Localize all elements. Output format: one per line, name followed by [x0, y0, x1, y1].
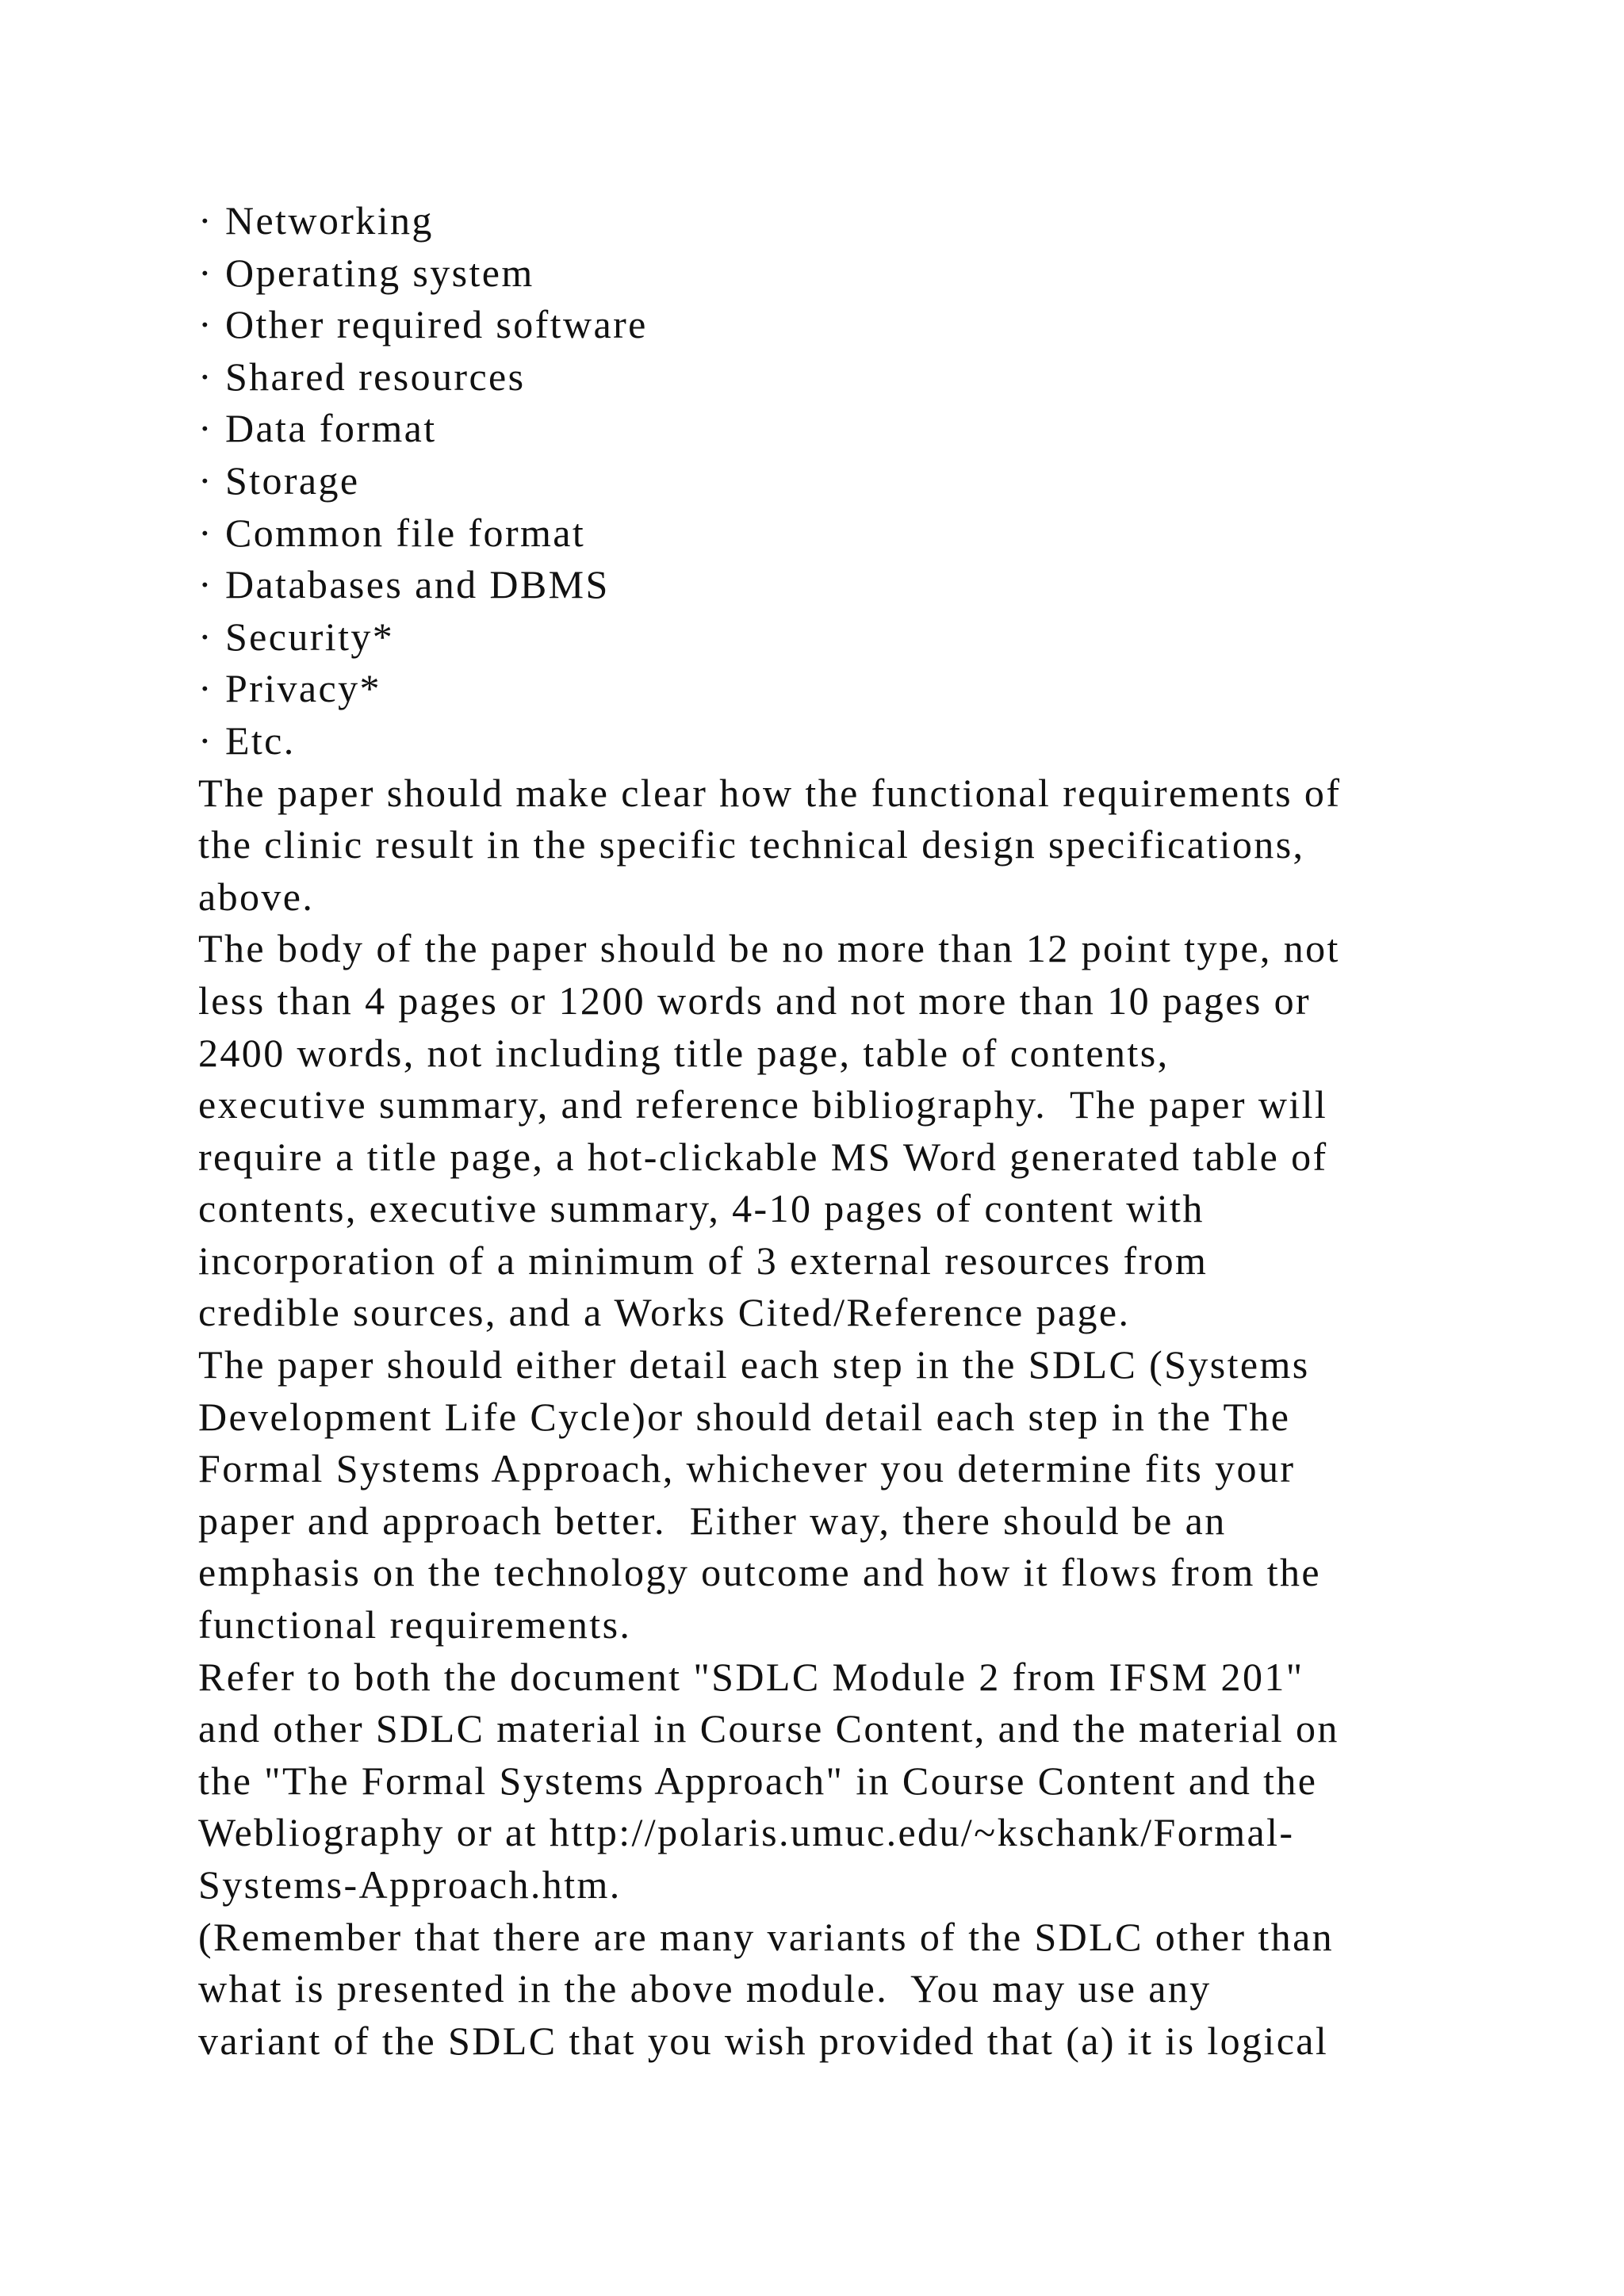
- paragraph-line: emphasis on the technology outcome and how it flows from the: [198, 1550, 1321, 1595]
- paragraph-line: incorporation of a minimum of 3 external resources from: [198, 1238, 1208, 1283]
- bullet-item-databases-dbms: · Databases and DBMS: [198, 562, 610, 607]
- paragraph-line: contents, executive summary, 4-10 pages of content with: [198, 1186, 1205, 1231]
- bullet-item-networking: · Networking: [198, 198, 434, 243]
- paragraph-line: Systems-Approach.htm.: [198, 1862, 622, 1907]
- paragraph-line: functional requirements.: [198, 1602, 632, 1647]
- bullet-item-shared-resources: · Shared resources: [198, 354, 526, 399]
- paragraph-line: Refer to both the document "SDLC Module 2 from IFSM 201": [198, 1654, 1304, 1699]
- paragraph-line: the clinic result in the specific technical design specifications,: [198, 822, 1305, 867]
- bullet-item-etc: · Etc.: [198, 718, 296, 763]
- paragraph-line: above.: [198, 874, 315, 919]
- paragraph-line: The body of the paper should be no more than 12 point type, not: [198, 926, 1340, 971]
- paragraph-line: paper and approach better. Either way, there should be an: [198, 1498, 1227, 1543]
- paragraph-line: Webliography or at http://polaris.umuc.edu/~kschank/Formal-: [198, 1810, 1295, 1855]
- paragraph-line: (Remember that there are many variants of the SDLC other than: [198, 1914, 1335, 1959]
- paragraph-line: The paper should make clear how the functional requirements of: [198, 770, 1342, 815]
- bullet-item-storage: · Storage: [198, 457, 360, 503]
- paragraph-line: what is presented in the above module. You may use any: [198, 1966, 1212, 2011]
- paragraph-line: Formal Systems Approach, whichever you determine fits your: [198, 1446, 1296, 1491]
- paragraph-line: Development Life Cycle)or should detail each step in the The: [198, 1394, 1291, 1439]
- paragraph-line: credible sources, and a Works Cited/Reference page.: [198, 1290, 1131, 1335]
- paragraph-line: The paper should either detail each step in the SDLC (Systems: [198, 1342, 1310, 1387]
- bullet-item-other-required-software: · Other required software: [198, 302, 648, 347]
- paragraph-line: variant of the SDLC that you wish provided that (a) it is logical: [198, 2018, 1329, 2063]
- bullet-item-operating-system: · Operating system: [198, 250, 534, 295]
- paragraph-line: the "The Formal Systems Approach" in Course Content and the: [198, 1758, 1318, 1803]
- paragraph-line: require a title page, a hot-clickable MS Word generated table of: [198, 1134, 1328, 1179]
- paragraph-line: and other SDLC material in Course Content, and the material on: [198, 1706, 1339, 1751]
- document-body: [198, 195, 1435, 2067]
- bullet-item-common-file-format: · Common file format: [198, 510, 586, 555]
- bullet-item-privacy: · Privacy*: [198, 666, 381, 711]
- paragraph-line: less than 4 pages or 1200 words and not more than 10 pages or: [198, 978, 1312, 1023]
- bullet-item-data-format: · Data format: [198, 406, 437, 451]
- paragraph-line: executive summary, and reference bibliography. The paper will: [198, 1082, 1328, 1127]
- bullet-item-security: · Security*: [198, 614, 395, 659]
- paragraph-line: 2400 words, not including title page, table of contents,: [198, 1030, 1170, 1075]
